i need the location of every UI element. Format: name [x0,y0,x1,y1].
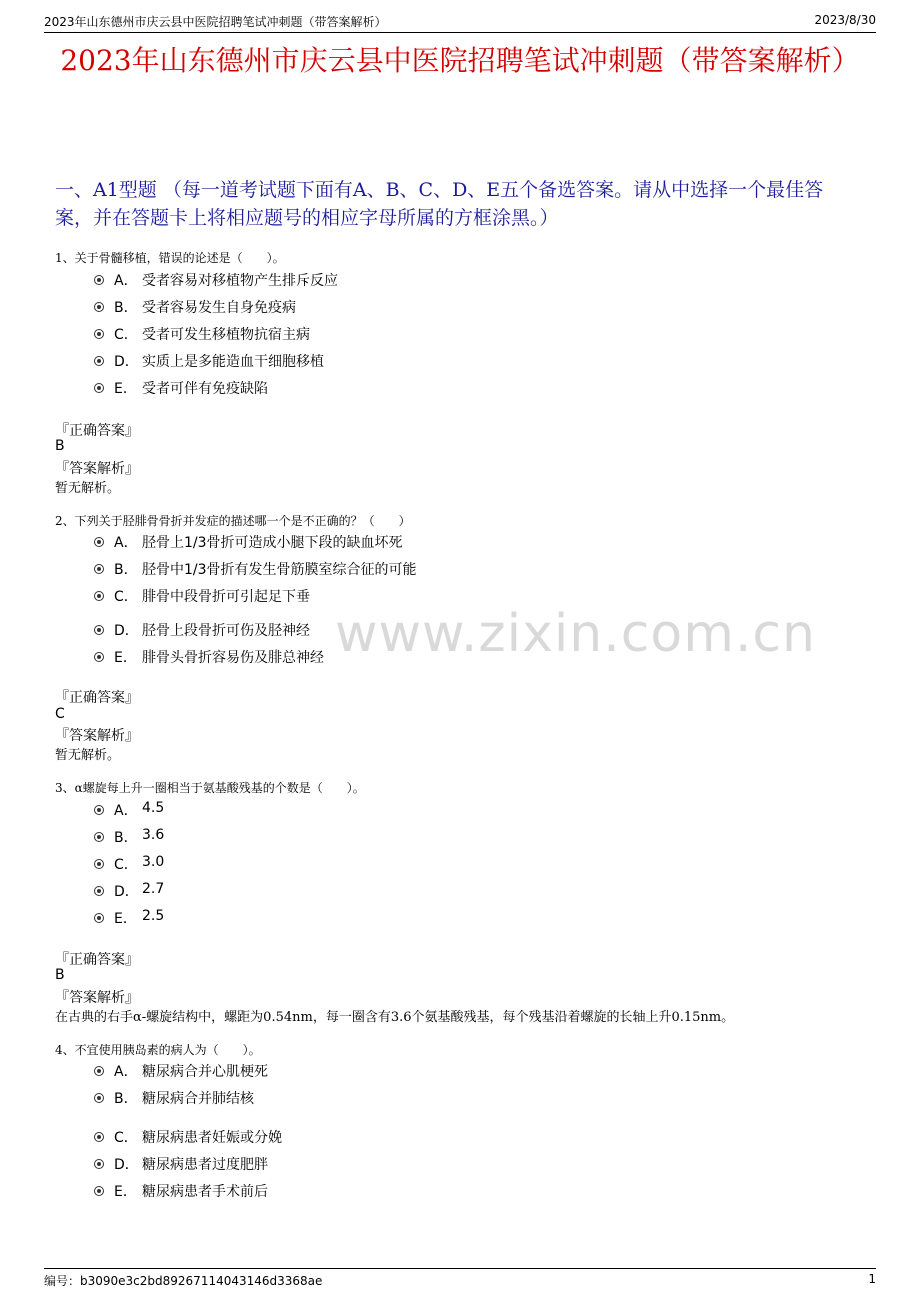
option-letter: B． [114,300,138,316]
option-letter: B． [114,1091,138,1107]
option-letter: C． [114,589,138,605]
page-header [44,12,876,33]
radio-icon[interactable] [94,275,104,285]
radio-icon[interactable] [94,302,104,312]
radio-icon[interactable] [94,625,104,635]
watermark: www.zixin.com.cn [335,604,816,664]
option-text: 实质上是多能造血干细胞移植 [142,354,324,370]
option-letter: D． [114,623,139,639]
radio-icon[interactable] [94,329,104,339]
option-text: 受者容易发生自身免疫病 [142,300,296,316]
radio-icon[interactable] [94,859,104,869]
radio-icon[interactable] [94,537,104,547]
option-text: 糖尿病患者手术前后 [142,1184,268,1200]
header-date: 2023/8/30 [814,13,876,27]
option-text: 糖尿病合并肺结核 [142,1091,254,1107]
radio-icon[interactable] [94,564,104,574]
option-letter: C． [114,327,138,343]
option-text: 2.5 [142,908,165,924]
explanation-label: 『答案解析』 [55,728,139,744]
radio-icon[interactable] [94,383,104,393]
explanation-text: 在古典的右手α-螺旋结构中，螺距为0.54nm，每一圈含有3.6个氨基酸残基，每个残基沿着螺旋的长轴上升0.15nm。 [55,1010,735,1025]
option-text: 3.0 [142,854,165,870]
radio-icon[interactable] [94,591,104,601]
option-text: 糖尿病患者过度肥胖 [142,1157,268,1173]
option-text: 腓骨头骨折容易伤及腓总神经 [142,650,324,666]
option-text: 腓骨中段骨折可引起足下垂 [142,589,310,605]
radio-icon[interactable] [94,805,104,815]
correct-answer-label: 『正确答案』 [55,952,139,968]
option-letter: E． [114,911,137,927]
correct-answer: C [55,706,65,722]
option-text: 受者可发生移植物抗宿主病 [142,327,310,343]
option-text: 受者可伴有免疫缺陷 [142,381,268,397]
option-letter: E． [114,381,137,397]
radio-icon[interactable] [94,1066,104,1076]
option-text: 胫骨中1/3骨折有发生骨筋膜室综合征的可能 [142,562,417,578]
option-letter: B． [114,562,138,578]
radio-icon[interactable] [94,1186,104,1196]
radio-icon[interactable] [94,1132,104,1142]
radio-icon[interactable] [94,913,104,923]
option-text: 糖尿病患者妊娠或分娩 [142,1130,282,1146]
document-id: 编号：b3090e3c2bd89267114043146d3368ae [44,1274,323,1288]
correct-answer-label: 『正确答案』 [55,690,139,706]
section-heading: 一、A1型题 （每一道考试题下面有A、B、C、D、E五个备选答案。请从中选择一个最佳答案，并在答题卡上将相应题号的相应字母所属的方框涂黑。） [55,179,824,229]
option-letter: D． [114,884,139,900]
radio-icon[interactable] [94,886,104,896]
explanation-text: 暂无解析。 [55,748,121,763]
radio-icon[interactable] [94,652,104,662]
option-text: 2.7 [142,881,165,897]
option-text: 胫骨上段骨折可伤及胫神经 [142,623,310,639]
page-number: 1 [868,1272,876,1286]
option-letter: D． [114,1157,139,1173]
question-stem: 1、关于骨髓移植，错误的论述是（ ）。 [55,251,285,265]
correct-answer: B [55,967,65,983]
option-text: 受者容易对移植物产生排斥反应 [142,273,338,289]
option-text: 4.5 [142,800,165,816]
option-letter: A． [114,273,138,289]
option-text: 3.6 [142,827,165,843]
radio-icon[interactable] [94,832,104,842]
question-stem: 3、α螺旋每上升一圈相当于氨基酸残基的个数是（ ）。 [55,781,365,795]
explanation-label: 『答案解析』 [55,990,139,1006]
explanation-label: 『答案解析』 [55,461,139,477]
option-letter: E． [114,1184,137,1200]
option-letter: D． [114,354,139,370]
option-text: 胫骨上1/3骨折可造成小腿下段的缺血坏死 [142,535,403,551]
document-title: 2023年山东德州市庆云县中医院招聘笔试冲刺题（带答案解析） [60,44,860,77]
option-letter: A． [114,535,138,551]
option-letter: B． [114,830,138,846]
page-footer [44,1268,876,1291]
option-letter: E． [114,650,137,666]
correct-answer: B [55,438,65,454]
header-title: 2023年山东德州市庆云县中医院招聘笔试冲刺题（带答案解析） [44,15,387,29]
radio-icon[interactable] [94,1159,104,1169]
option-letter: A． [114,1064,138,1080]
option-letter: C． [114,1130,138,1146]
explanation-text: 暂无解析。 [55,481,121,496]
option-letter: C． [114,857,138,873]
radio-icon[interactable] [94,1093,104,1103]
correct-answer-label: 『正确答案』 [55,423,139,439]
question-stem: 4、不宜使用胰岛素的病人为（ ）。 [55,1043,261,1057]
question-stem: 2、下列关于胫腓骨骨折并发症的描述哪一个是不正确的？（ ） [55,514,411,528]
radio-icon[interactable] [94,356,104,366]
option-text: 糖尿病合并心肌梗死 [142,1064,268,1080]
option-letter: A． [114,803,138,819]
